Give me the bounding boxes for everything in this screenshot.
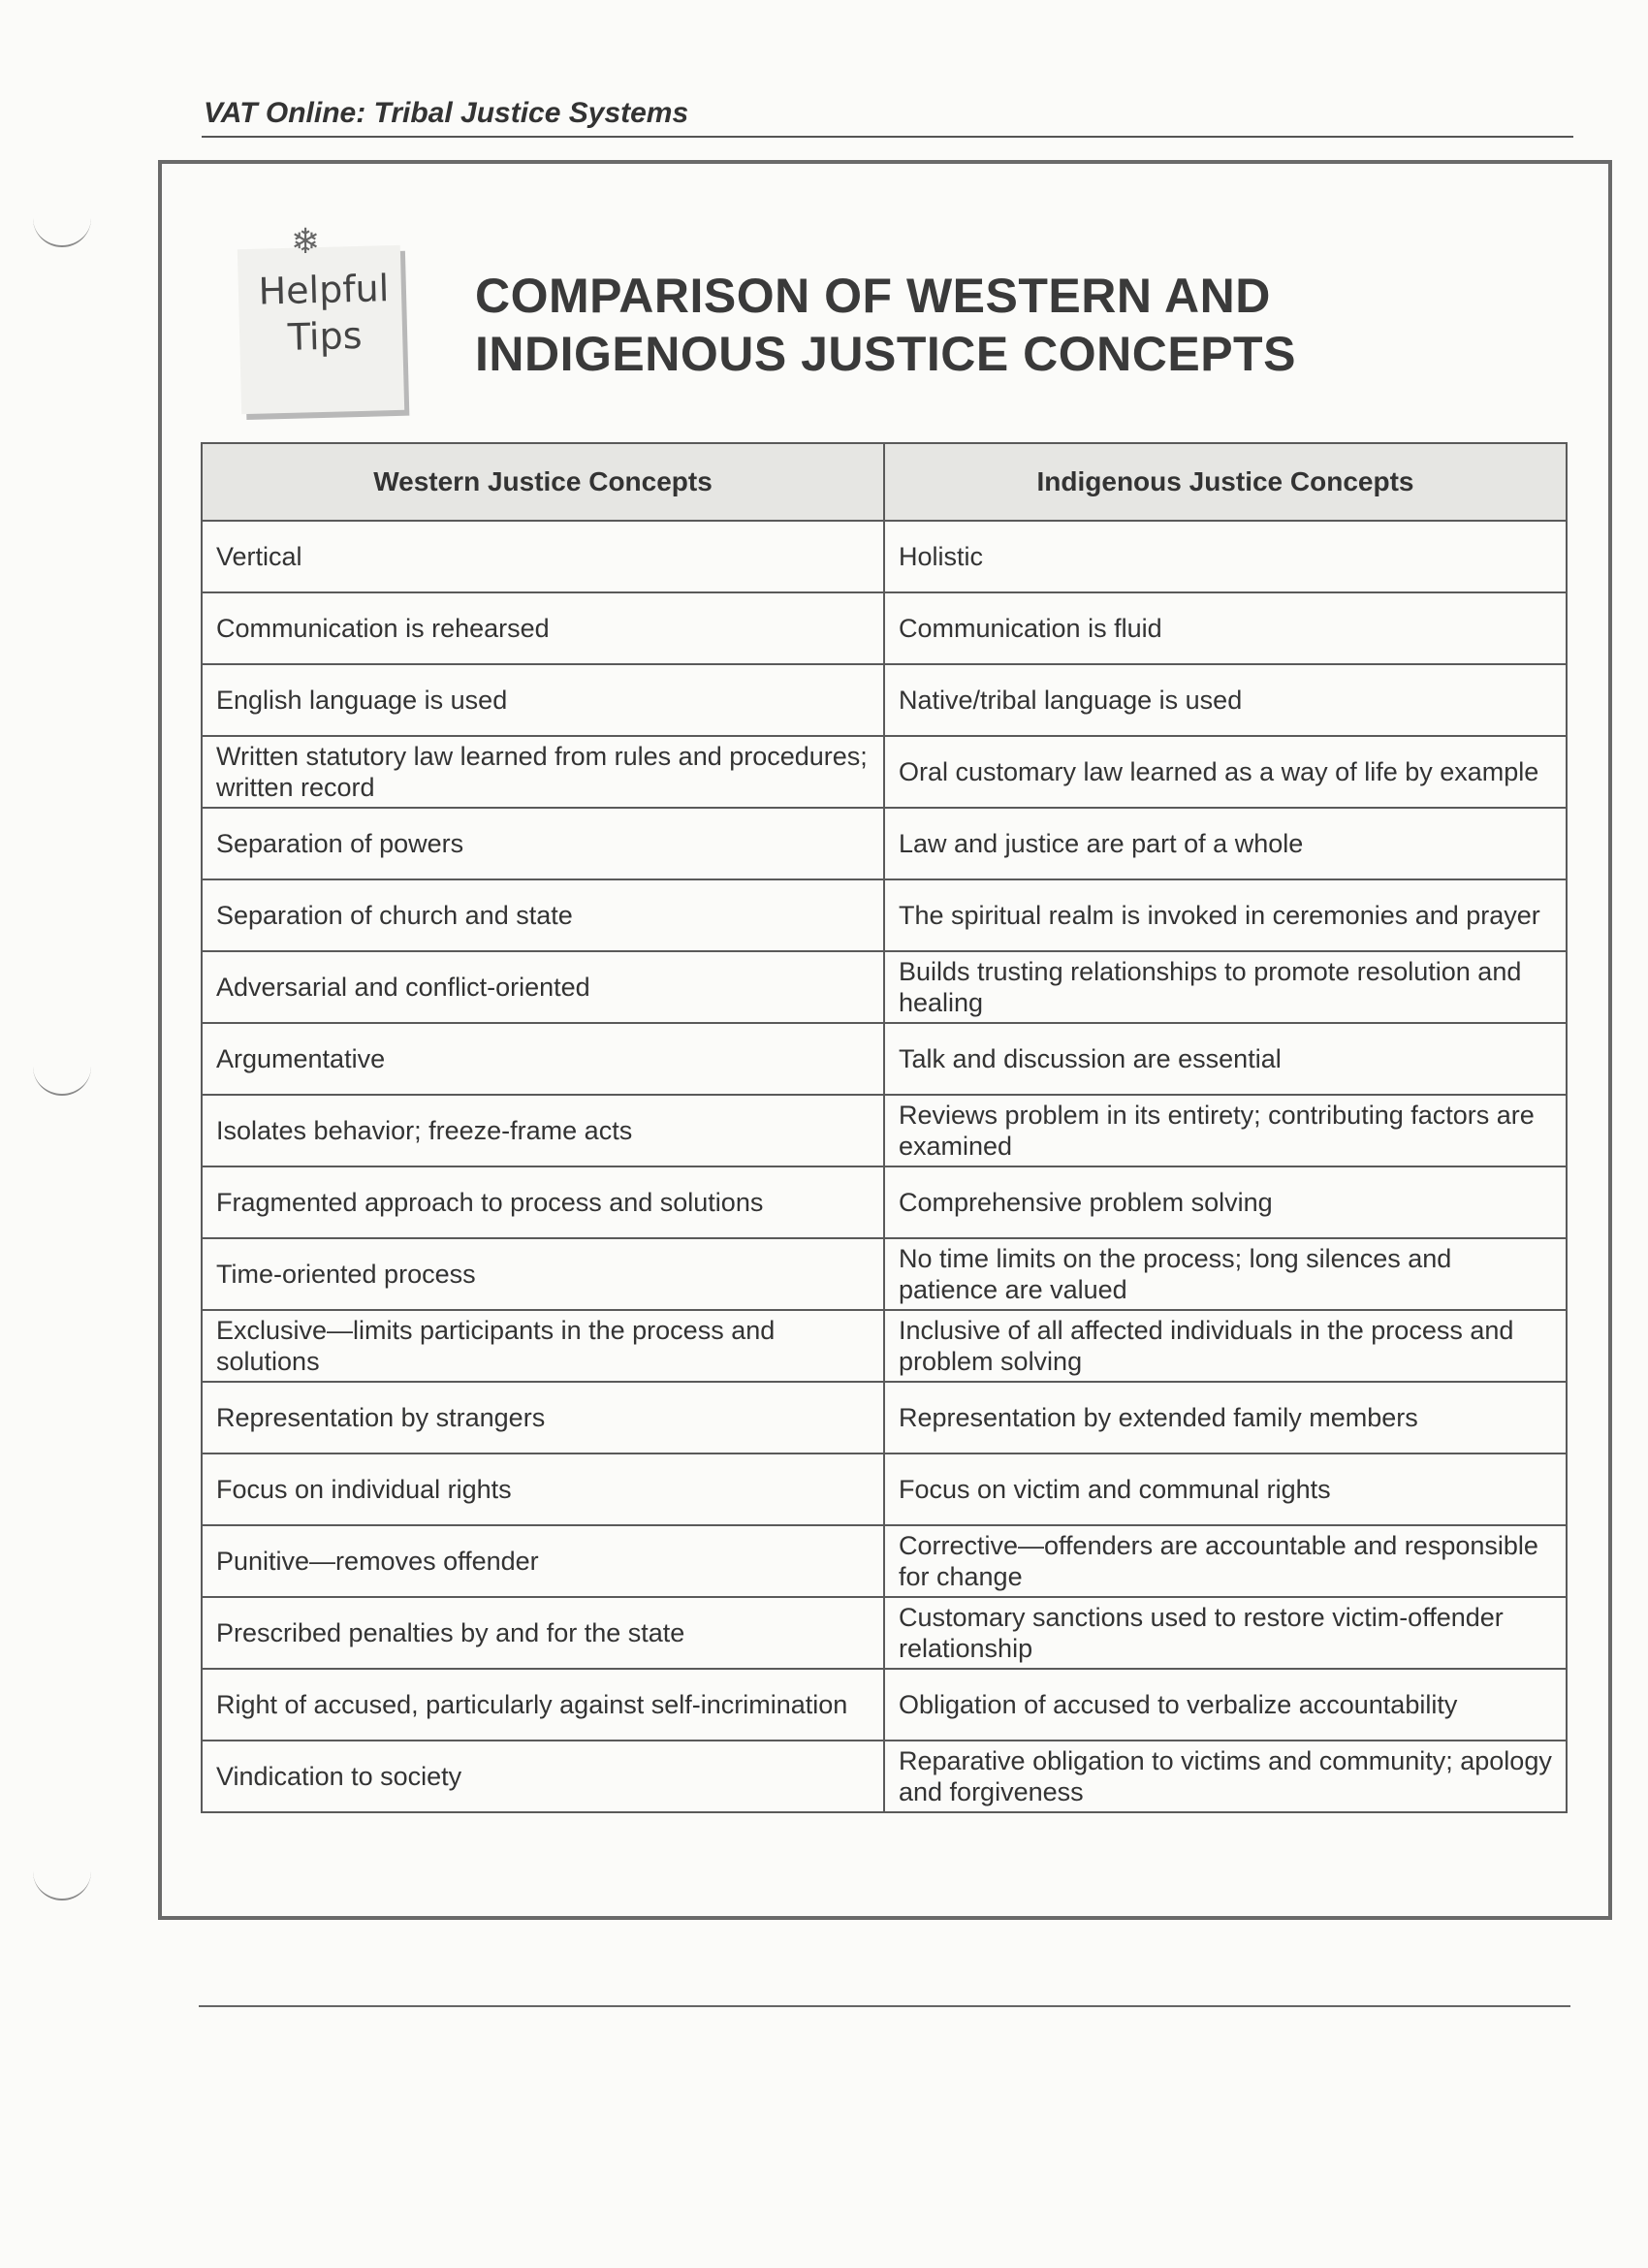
western-concept-cell: Separation of church and state — [202, 879, 884, 951]
western-concept-cell: Separation of powers — [202, 808, 884, 879]
column-header-indigenous: Indigenous Justice Concepts — [884, 443, 1567, 521]
table-row — [202, 808, 1567, 879]
indigenous-concept-cell: Native/tribal language is used — [884, 664, 1567, 736]
western-concept-cell: Adversarial and conflict-oriented — [202, 951, 884, 1023]
indigenous-concept-cell: Oral customary law learned as a way of life by example — [884, 736, 1567, 808]
table-row — [202, 879, 1567, 951]
footer-rule — [199, 2005, 1570, 2007]
indigenous-concept-cell: No time limits on the process; long silences and patience are valued — [884, 1238, 1567, 1310]
punch-hole-mark — [33, 1067, 91, 1096]
indigenous-concept-cell: Representation by extended family members — [884, 1382, 1567, 1453]
comparison-table — [201, 442, 1568, 1813]
table-row — [202, 664, 1567, 736]
table-row — [202, 1525, 1567, 1597]
thumbtack-icon: ❄ — [291, 221, 321, 261]
indigenous-concept-cell: Talk and discussion are essential — [884, 1023, 1567, 1095]
table-row — [202, 1669, 1567, 1741]
indigenous-concept-cell: Customary sanctions used to restore victim-offender relationship — [884, 1597, 1567, 1669]
western-concept-cell: Fragmented approach to process and solutions — [202, 1166, 884, 1238]
western-concept-cell: Vertical — [202, 521, 884, 592]
indigenous-concept-cell: Holistic — [884, 521, 1567, 592]
indigenous-concept-cell: The spiritual realm is invoked in ceremonies and prayer — [884, 879, 1567, 951]
western-concept-cell: Argumentative — [202, 1023, 884, 1095]
indigenous-concept-cell: Comprehensive problem solving — [884, 1166, 1567, 1238]
helpful-tips-text — [245, 265, 402, 362]
indigenous-concept-cell: Reparative obligation to victims and community; apology and forgiveness — [884, 1741, 1567, 1812]
western-concept-cell: Punitive—removes offender — [202, 1525, 884, 1597]
western-concept-cell: Focus on individual rights — [202, 1453, 884, 1525]
indigenous-concept-cell: Communication is fluid — [884, 592, 1567, 664]
table-body — [202, 521, 1567, 1812]
column-header-western: Western Justice Concepts — [202, 443, 884, 521]
punch-hole-mark — [33, 1871, 91, 1901]
page-title-line2: INDIGENOUS JUSTICE CONCEPTS — [475, 327, 1296, 381]
running-header: VAT Online: Tribal Justice Systems — [204, 97, 689, 129]
western-concept-cell: Representation by strangers — [202, 1382, 884, 1453]
table-row — [202, 951, 1567, 1023]
western-concept-cell: Time-oriented process — [202, 1238, 884, 1310]
punch-hole-mark — [33, 218, 91, 247]
helpful-tips-badge — [238, 245, 404, 414]
western-concept-cell: Right of accused, particularly against self-incrimination — [202, 1669, 884, 1741]
western-concept-cell: Written statutory law learned from rules and procedures; written record — [202, 736, 884, 808]
table-row — [202, 1597, 1567, 1669]
table-row — [202, 521, 1567, 592]
page-title-line1: COMPARISON OF WESTERN AND — [475, 269, 1271, 323]
table-row — [202, 1310, 1567, 1382]
header-rule — [202, 136, 1573, 138]
western-concept-cell: Exclusive—limits participants in the process and solutions — [202, 1310, 884, 1382]
table-row — [202, 1238, 1567, 1310]
indigenous-concept-cell: Corrective—offenders are accountable and responsible for change — [884, 1525, 1567, 1597]
table-row — [202, 1095, 1567, 1166]
indigenous-concept-cell: Focus on victim and communal rights — [884, 1453, 1567, 1525]
indigenous-concept-cell: Reviews problem in its entirety; contributing factors are examined — [884, 1095, 1567, 1166]
western-concept-cell: Vindication to society — [202, 1741, 884, 1812]
table-row — [202, 1023, 1567, 1095]
indigenous-concept-cell: Law and justice are part of a whole — [884, 808, 1567, 879]
western-concept-cell: Prescribed penalties by and for the state — [202, 1597, 884, 1669]
table-row — [202, 1166, 1567, 1238]
page-title — [475, 267, 1296, 383]
table-header-row — [202, 443, 1567, 521]
indigenous-concept-cell: Builds trusting relationships to promote resolution and healing — [884, 951, 1567, 1023]
table-row — [202, 592, 1567, 664]
table-row — [202, 1453, 1567, 1525]
western-concept-cell: Isolates behavior; freeze-frame acts — [202, 1095, 884, 1166]
indigenous-concept-cell: Obligation of accused to verbalize accountability — [884, 1669, 1567, 1741]
indigenous-concept-cell: Inclusive of all affected individuals in the process and problem solving — [884, 1310, 1567, 1382]
western-concept-cell: English language is used — [202, 664, 884, 736]
helpful-tips-line1: Helpful — [258, 267, 390, 313]
western-concept-cell: Communication is rehearsed — [202, 592, 884, 664]
table-row — [202, 1741, 1567, 1812]
table-row — [202, 1382, 1567, 1453]
table-row — [202, 736, 1567, 808]
helpful-tips-line2: Tips — [287, 313, 364, 359]
